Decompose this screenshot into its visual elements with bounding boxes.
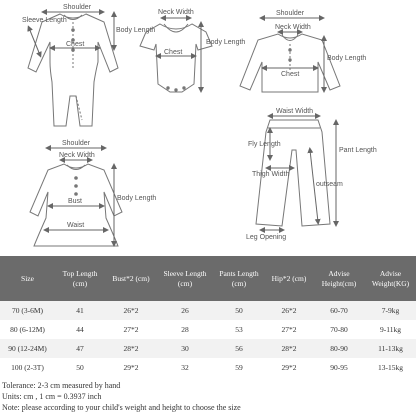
table-cell: 13-15kg (365, 358, 416, 377)
table-cell: 7-9kg (365, 301, 416, 320)
table-cell: 28*2 (265, 339, 313, 358)
bodysuit-neck-width-label: Neck Width (158, 9, 194, 16)
dress-waist-label: Waist (67, 222, 85, 229)
pants-waist-width-label: Waist Width (276, 108, 314, 115)
romper-diagram (28, 12, 118, 126)
size-notes (2, 380, 414, 413)
table-cell: 90-95 (313, 358, 365, 377)
header-advise-weight: Advise Weight(KG) (365, 256, 416, 301)
table-cell: 50 (213, 301, 265, 320)
pants-leg-opening-label: Leg Opening (246, 234, 287, 241)
header-sleeve-length: Sleeve Length (cm) (157, 256, 213, 301)
table-row (0, 358, 416, 377)
table-cell: 28*2 (105, 339, 157, 358)
table-cell: 11-13kg (365, 339, 416, 358)
table-row (0, 320, 416, 339)
bodysuit-body-length-label: Body Length (206, 39, 246, 46)
table-cell: 47 (55, 339, 105, 358)
size-advice-note: Note: please according to your child's weight and height to choose the size (2, 403, 241, 412)
table-cell: 29*2 (105, 358, 157, 377)
header-advise-height: Advise Height(cm) (313, 256, 365, 301)
romper-body-length-label: Body Length (116, 27, 156, 34)
romper-sleeve-length-text: Sleeve Length (22, 17, 67, 24)
table-cell: 60-70 (313, 301, 365, 320)
tolerance-note: Tolerance: 2-3 cm measured by hand (2, 381, 121, 390)
units-note: Units: cm , 1 cm = 0.3937 inch (2, 392, 102, 401)
dress-diagram (30, 148, 122, 246)
table-cell: 9-11kg (365, 320, 416, 339)
table-cell: 80-90 (313, 339, 365, 358)
table-cell: 27*2 (105, 320, 157, 339)
dress-shoulder-label: Shoulder (62, 140, 91, 147)
dress-body-length-label: Body Length (117, 195, 157, 202)
table-cell: 56 (213, 339, 265, 358)
table-cell: 59 (213, 358, 265, 377)
header-bust: Bust*2 (cm) (105, 256, 157, 301)
header-size: Size (0, 256, 55, 301)
table-cell: 90 (12-24M) (0, 339, 55, 358)
header-pants-length: Pants Length (cm) (213, 256, 265, 301)
table-cell: 29*2 (265, 358, 313, 377)
table-cell: 50 (55, 358, 105, 377)
top-chest-label: Chest (281, 71, 300, 78)
romper-shoulder-label: Shoulder (63, 4, 92, 11)
size-chart-table (0, 256, 416, 377)
table-cell: 26 (157, 301, 213, 320)
table-cell: 28 (157, 320, 213, 339)
bodysuit-chest-label: Chest (164, 49, 183, 56)
table-cell: 26*2 (265, 301, 313, 320)
table-cell: 44 (55, 320, 105, 339)
dress-bust-label: Bust (68, 198, 83, 205)
table-cell: 80 (6-12M) (0, 320, 55, 339)
top-body-length-label: Body Length (327, 55, 367, 62)
table-cell: 32 (157, 358, 213, 377)
top-shoulder-label: Shoulder (276, 10, 305, 17)
pants-outseam-label: outseam (316, 181, 343, 188)
dress-neck-width-label: Neck Width (59, 152, 95, 159)
top-outline (240, 34, 340, 92)
romper-chest-label: Chest (66, 41, 85, 48)
header-hip: Hip*2 (cm) (265, 256, 313, 301)
table-cell: 27*2 (265, 320, 313, 339)
table-cell: 70 (3-6M) (0, 301, 55, 320)
table-cell: 41 (55, 301, 105, 320)
table-cell: 26*2 (105, 301, 157, 320)
table-cell: 30 (157, 339, 213, 358)
table-cell: 100 (2-3T) (0, 358, 55, 377)
romper-sleeve-length-label (22, 17, 67, 24)
top-neck-width-label: Neck Width (275, 24, 311, 31)
pants-fly-length-label: Fly Length (248, 141, 281, 148)
pants-pant-length-label: Pant Length (339, 147, 377, 154)
table-cell: 53 (213, 320, 265, 339)
table-header-row (0, 256, 416, 301)
header-top-length: Top Length (cm) (55, 256, 105, 301)
table-cell: 70-80 (313, 320, 365, 339)
table-row (0, 301, 416, 320)
table-row (0, 339, 416, 358)
pants-thigh-width-label: Thigh Width (252, 171, 290, 178)
